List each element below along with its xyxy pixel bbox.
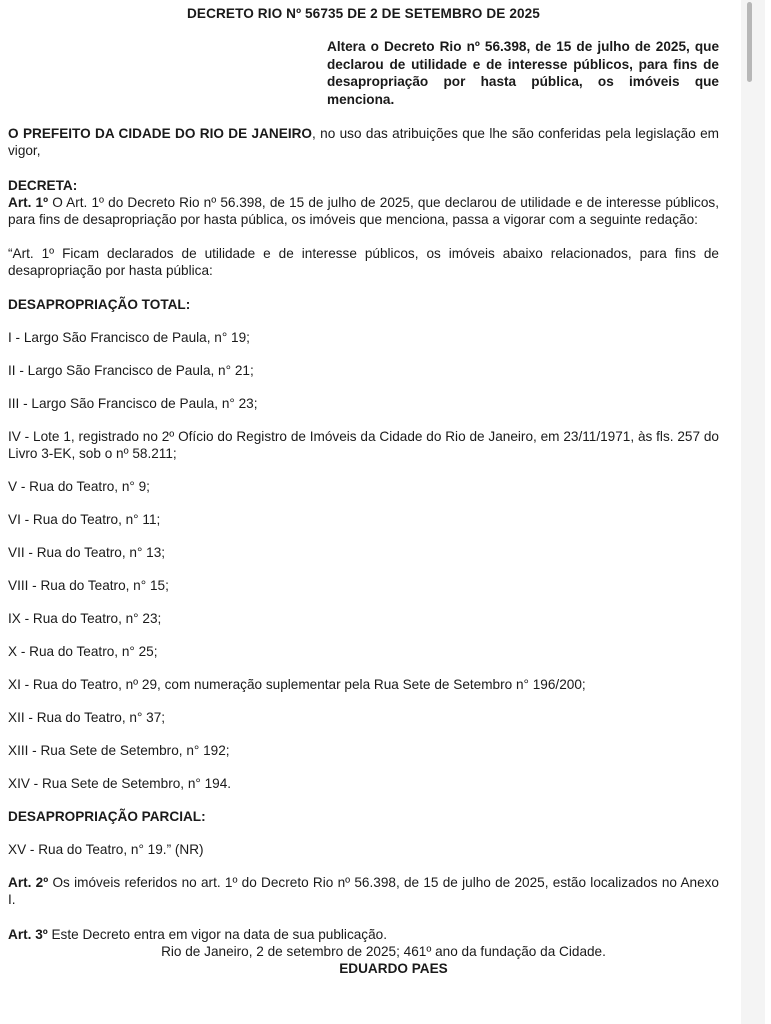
scrollbar-thumb[interactable] bbox=[747, 2, 752, 82]
quoted-article-1: “Art. 1º Ficam declarados de utilidade e de interesse públicos, os imóveis abaixo relacionados, para fins de desapropriação por hasta pública: bbox=[8, 246, 719, 278]
list-item: XI - Rua do Teatro, nº 29, com numeração suplementar pela Rua Sete de Setembro n° 196/200; bbox=[8, 677, 586, 692]
list-item: XIV - Rua Sete de Setembro, n° 194. bbox=[8, 776, 232, 791]
article-3-label: Art. 3º bbox=[8, 927, 48, 942]
section-total-heading bbox=[8, 296, 719, 313]
list-item: VIII - Rua do Teatro, n° 15; bbox=[8, 578, 169, 593]
list-item: III - Largo São Francisco de Paula, n° 23; bbox=[8, 396, 258, 411]
scrollbar-track[interactable] bbox=[741, 0, 765, 1024]
items-total-list bbox=[8, 329, 719, 792]
list-item: IX - Rua do Teatro, n° 23; bbox=[8, 611, 162, 626]
list-item: VI - Rua do Teatro, n° 11; bbox=[8, 512, 161, 527]
section-partial-heading bbox=[8, 808, 719, 825]
article-3 bbox=[8, 926, 719, 943]
list-item: V - Rua do Teatro, n° 9; bbox=[8, 479, 150, 494]
article-2-label: Art. 2º bbox=[8, 875, 49, 890]
article-2 bbox=[8, 874, 719, 908]
list-item: II - Largo São Francisco de Paula, n° 21; bbox=[8, 363, 254, 378]
intro-text: , no uso das atribuições que lhe são conferidas pela legislação em vigor, bbox=[8, 126, 719, 158]
list-item: XV - Rua do Teatro, n° 19.” (NR) bbox=[8, 842, 204, 857]
article-1-text: O Art. 1º do Decreto Rio nº 56.398, de 15 de julho de 2025, que declarou de utilidade e de interesse públicos, para fins de desapropriação por hasta pública, os imóveis que menciona, passa a vigorar com a seguinte redação: bbox=[8, 195, 719, 227]
decree-title: DECRETO RIO Nº 56735 DE 2 DE SETEMBRO DE 2025 bbox=[187, 6, 540, 21]
list-item: I - Largo São Francisco de Paula, n° 19; bbox=[8, 330, 250, 345]
section-partial-label: DESAPROPRIAÇÃO PARCIAL: bbox=[8, 809, 206, 824]
list-item: VII - Rua do Teatro, n° 13; bbox=[8, 545, 166, 560]
article-1-label: Art. 1º bbox=[8, 195, 49, 210]
section-total-label: DESAPROPRIAÇÃO TOTAL: bbox=[8, 297, 191, 312]
article-3-text: Este Decreto entra em vigor na data de sua publicação. bbox=[47, 927, 388, 942]
decree-ementa: Altera o Decreto Rio nº 56.398, de 15 de julho de 2025, que declarou de utilidade e de interesse públicos, para fins de desapropriação por hasta pública, os imóveis que menciona. bbox=[327, 39, 719, 107]
decreta-heading bbox=[8, 177, 719, 194]
list-item: IV - Lote 1, registrado no 2º Ofício do Registro de Imóveis da Cidade do Rio de Janeiro, em 23/11/1971, às fls. 257 do Livro 3-EK, sob o nº 58.211; bbox=[8, 429, 719, 461]
article-2-text: Os imóveis referidos no art. 1º do Decreto Rio nº 56.398, de 15 de julho de 2025, estão localizados no Anexo I. bbox=[8, 875, 719, 907]
decree-intro bbox=[8, 125, 719, 159]
signature: EDUARDO PAES bbox=[339, 961, 448, 976]
decreta-label: DECRETA: bbox=[8, 178, 78, 193]
place-date: Rio de Janeiro, 2 de setembro de 2025; 461º ano da fundação da Cidade. bbox=[161, 944, 606, 959]
article-1 bbox=[8, 194, 719, 228]
document-page bbox=[8, 0, 719, 1024]
list-item: X - Rua do Teatro, n° 25; bbox=[8, 644, 158, 659]
list-item: XIII - Rua Sete de Setembro, n° 192; bbox=[8, 743, 230, 758]
list-item: XII - Rua do Teatro, n° 37; bbox=[8, 710, 166, 725]
intro-authority: O PREFEITO DA CIDADE DO RIO DE JANEIRO bbox=[8, 126, 312, 141]
